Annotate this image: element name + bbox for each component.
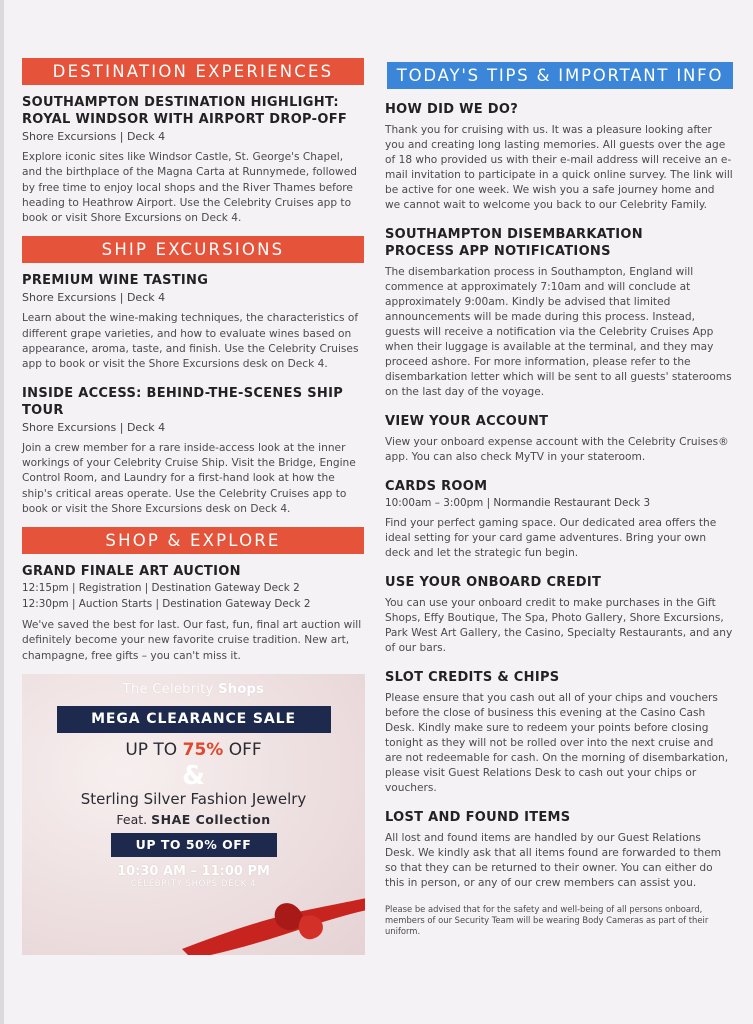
discount-75-suffix: OFF bbox=[223, 740, 262, 761]
feat-prefix: Feat. bbox=[116, 812, 152, 828]
lost-found-title: LOST AND FOUND ITEMS bbox=[385, 810, 571, 825]
discount-75-prefix: UP TO bbox=[125, 740, 183, 761]
how-did-we-do-title: HOW DID WE DO? bbox=[385, 102, 519, 117]
destination-banner: DESTINATION EXPERIENCES bbox=[22, 58, 364, 85]
destination-body: Explore iconic sites like Windsor Castle, St. George's Chapel, and the birthplace of the Magna Carta at Runnymede, followed by free time to enjoy local shops and the River Thames before heading to Heathrow Airport. Use the Celebrity Cruises app to book or visit Shore Excursions on Deck 4. bbox=[22, 151, 357, 225]
ship-tour-location: Shore Excursions | Deck 4 bbox=[22, 420, 166, 434]
onboard-credit-title: USE YOUR ONBOARD CREDIT bbox=[385, 575, 602, 590]
shops-brand-prefix: The Celebrity bbox=[122, 682, 219, 698]
ship-excursions-banner: SHIP EXCURSIONS bbox=[22, 236, 364, 263]
shops-brand-bold: Shops bbox=[218, 682, 265, 698]
onboard-credit-section bbox=[385, 574, 733, 656]
shae-collection bbox=[22, 812, 365, 827]
art-auction-title: GRAND FINALE ART AUCTION bbox=[22, 564, 241, 580]
lost-found-section bbox=[385, 809, 733, 891]
destination-title-line1: SOUTHAMPTON DESTINATION HIGHLIGHT: bbox=[22, 95, 339, 110]
onboard-credit-body: You can use your onboard credit to make purchases in the Gift Shops, Effy Boutique, The Spa, Photo Gallery, Shore Excursions, Park West Art Gallery, the Casino, Specialty Restaurants, and any of our bars. bbox=[385, 597, 733, 654]
ribbon-decoration bbox=[182, 879, 365, 955]
cards-room-section bbox=[385, 478, 733, 561]
shop-explore-banner: SHOP & EXPLORE bbox=[22, 527, 364, 554]
shop-explore-section bbox=[22, 527, 364, 955]
disembarkation-title-line2: PROCESS APP NOTIFICATIONS bbox=[385, 244, 611, 259]
shop-hours: 10:30 AM – 11:00 PM bbox=[117, 864, 270, 880]
how-did-we-do-section bbox=[385, 101, 733, 213]
cards-room-title: CARDS ROOM bbox=[385, 479, 488, 494]
left-column bbox=[22, 58, 364, 969]
lost-found-body: All lost and found items are handled by our Guest Relations Desk. We kindly ask that all items found are forwarded to them so that they can be returned to their owner. You can either do this in person, or any of our crew members can assist you. bbox=[385, 832, 722, 889]
cards-room-hours: 10:00am – 3:00pm | Normandie Restaurant Deck 3 bbox=[385, 497, 651, 509]
art-auction-body: We've saved the best for last. Our fast, fun, final art auction will definitely become your new favorite cruise tradition. New art, champagne, free gifts – you can't miss it. bbox=[22, 619, 362, 662]
disembarkation-section bbox=[385, 226, 733, 400]
wine-tasting-body: Learn about the wine-making techniques, the characteristics of different grape varieties, and how to evaluate wines based on appearance, aroma, taste, and finish. Use the Celebrity Cruises app to book or visit the Shore Excursions desk on Deck 4. bbox=[22, 312, 359, 371]
destination-title-line2: ROYAL WINDSOR WITH AIRPORT DROP-OFF bbox=[22, 112, 348, 127]
mega-clearance-banner: MEGA CLEARANCE SALE bbox=[57, 706, 331, 733]
disembarkation-body: The disembarkation process in Southampton, England will commence at approximately 7:10am and will conclude at approximately 9:00am. Kindly be advised that limited announcements will be made during this process. Instead, guests will receive a notification via the Celebrity Cruises App when their luggage is available at the terminal, and they may proceed ashore. For more information, please refer to the disembarkation letter which will be sent to all guests' staterooms on the last day of the voyage. bbox=[385, 266, 732, 398]
ampersand: & bbox=[182, 761, 205, 792]
discount-50-banner: UP TO 50% OFF bbox=[111, 833, 277, 857]
wine-tasting-location: Shore Excursions | Deck 4 bbox=[22, 291, 166, 305]
slot-credits-section bbox=[385, 669, 733, 796]
how-did-we-do-body: Thank you for cruising with us. It was a pleasure looking after you and creating long lasting memories. All guests over the age of 18 who provided us with their e-mail address will receive an e-mail invitation to participate in a quick online survey. The link will be active for one week. We wish you a safe journey home and we cannot wait to welcome you back to our Celebrity Family. bbox=[385, 124, 733, 211]
destination-location: Shore Excursions | Deck 4 bbox=[22, 130, 166, 143]
ship-tour-body: Join a crew member for a rare inside-access look at the inner workings of your Celebrity Cruise Ship. Visit the Bridge, Engine Control Room, and Laundry for a first-hand look at how the ship's critical areas operate. Use the Celebrity Cruises app to book or visit the Shore Excursions desk on Deck 4. bbox=[22, 441, 356, 515]
shops-brand bbox=[22, 674, 365, 697]
account-title: VIEW YOUR ACCOUNT bbox=[385, 414, 549, 429]
cards-room-body: Find your perfect gaming space. Our dedicated area offers the ideal setting for your card game adventures. Bring your own deck and let the strategic fun begin. bbox=[385, 517, 717, 559]
wine-tasting-title: PREMIUM WINE TASTING bbox=[22, 273, 209, 289]
ship-excursions-section bbox=[22, 236, 364, 517]
slot-credits-body: Please ensure that you cash out all of your chips and vouchers before the close of business this evening at the Casino Cash Desk. Kindly make sure to redeem your points before closing tonight as they will not be rolled over into the next cruise and are not redeemable for cash. On the morning of disembarkation, please visit Guest Relations Desk to cash out your chips or vouchers. bbox=[385, 692, 729, 794]
disembarkation-title-line1: SOUTHAMPTON DISEMBARKATION bbox=[385, 227, 643, 242]
account-section bbox=[385, 413, 733, 465]
newsletter-page bbox=[4, 0, 753, 1024]
shop-deck: CELEBRITY SHOPS DECK 4 bbox=[130, 879, 257, 890]
art-auction-start: 12:30pm | Auction Starts | Destination Gateway Deck 2 bbox=[22, 598, 311, 611]
discount-75-percent: 75% bbox=[182, 740, 224, 761]
tips-banner: TODAY'S TIPS & IMPORTANT INFO bbox=[387, 62, 733, 89]
destination-section bbox=[22, 58, 364, 226]
jewelry-title: Sterling Silver Fashion Jewelry bbox=[80, 790, 307, 809]
slot-credits-title: SLOT CREDITS & CHIPS bbox=[385, 670, 560, 685]
security-note: Please be advised that for the safety and well-being of all persons onboard, members of our Security Team will be wearing Body Cameras as part of their uniform. bbox=[385, 904, 709, 936]
discount-75 bbox=[22, 740, 365, 760]
ship-tour-title: INSIDE ACCESS: BEHIND-THE-SCENES SHIP TOUR bbox=[22, 385, 344, 418]
right-column bbox=[385, 62, 733, 937]
art-auction-registration: 12:15pm | Registration | Destination Gateway Deck 2 bbox=[22, 582, 300, 595]
account-body: View your onboard expense account with the Celebrity Cruises® app. You can also check MyTV in your stateroom. bbox=[385, 436, 729, 463]
celebrity-shops-ad bbox=[22, 674, 365, 955]
feat-collection: SHAE Collection bbox=[151, 812, 271, 828]
